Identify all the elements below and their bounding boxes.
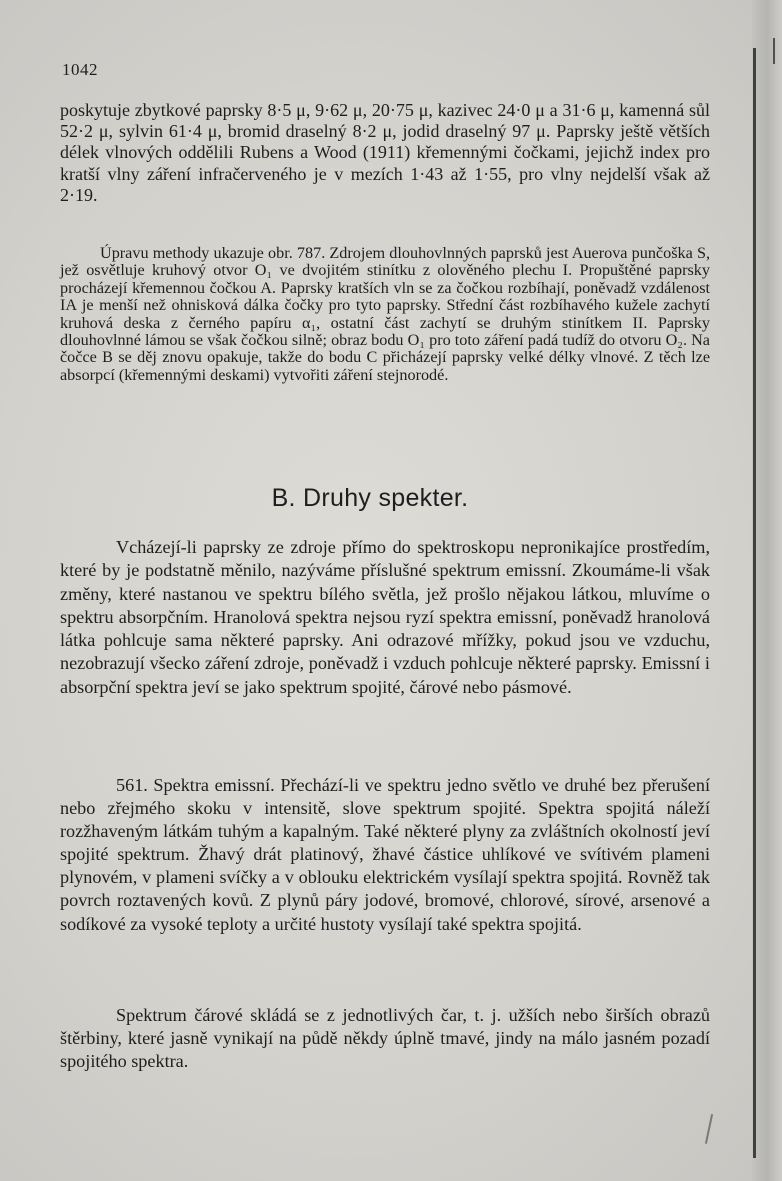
page-number: 1042 xyxy=(62,60,98,79)
page-gutter xyxy=(752,0,782,1181)
paragraph-line-spectrum: Spektrum čárové skládá se z jednotlivých čar, t. j. užších nebo širších obrazů štěrbiny, které jasně vynikají na půdě někdy úplně tmavé, jindy na málo jasném pozadí spojitého spektra. xyxy=(60,1005,710,1071)
paragraph-residual-rays: poskytuje zbytkové paprsky 8·5 μ, 9·62 μ, 20·75 μ, kazivec 24·0 μ a 31·6 μ, kamenná sůl 52·2 μ, sylvin 61·4 μ, bromid draselný 8·2 μ, jodid draselný 97 μ. Paprsky ještě větších délek vlnových oddělili Rubens a Wood (1911) křemennými čočkami, jejichž index pro kratší vlny záření infračerveného je v mezích 1·43 až 1·55, pro vlny nejdelší však až 2·19. xyxy=(60,100,710,205)
paragraph-method-description: Úpravu methody ukazuje obr. 787. Zdrojem dlouhovlnných paprsků jest Auerova punčoška S, jež osvětluje kruhový otvor O₁ ve dvojitém stinítku z olověného plechu I. Propuštěné paprsky procházejí křemennou čočkou A. Paprsky kratších vln se za čočkou rozbíhají, poněvadž vzdálenost IA je menší než ohnisková dálka čočky pro tyto paprsky. Střední část rozbíhavého kužele zachytí kruhová deska z černého papíru α₁, ostatní část zachytí se druhým stinítkem II. Paprsky dlouhovlnné lámou se však čočkou silně; obraz bodu O₁ pro toto záření padá tudíž do otvoru O₂. Na čočce B se děj znovu opakuje, takže do bodu C přicházejí paprsky velké délky vlnové. Z těch lze absorpcí (křemennými deskami) vytvořiti záření stejnorodé. xyxy=(60,244,710,384)
margin-mark xyxy=(705,1114,713,1144)
edge-mark xyxy=(773,38,775,64)
section-heading: B. Druhy spekter. xyxy=(271,484,469,512)
page-edge-line xyxy=(753,48,756,1158)
paragraph-spectra-types: Vcházejí-li paprsky ze zdroje přímo do spektroskopu nepronikajíce prostředím, které by je podstatně měnilo, nazýváme příslušné spektrum emissní. Zkoumáme-li však změny, které nastanou ve spektru bílého světla, jež prošlo nějakou látkou, mluvíme o spektru absorpčním. Hranolová spektra nejsou ryzí spektra emissní, poněvadž hranolová látka pohlcuje sama některé paprsky. Ani odrazové mřížky, pokud jsou ve vzduchu, nezobrazují všecko záření zdroje, poněvadž i vzduch pohlcuje některé paprsky. Emissní i absorpční spektra jeví se jako spektrum spojité, čárové nebo pásmové. xyxy=(60,537,710,697)
paragraph-emission-spectra: 561. Spektra emissní. Přechází-li ve spektru jedno světlo ve druhé bez přerušení nebo zřejmého skoku v intensitě, slove spektrum spojité. Spektra spojitá náleží rozžhaveným látkám tuhým a kapalným. Také některé plyny za zvláštních okolností jeví spojité spektrum. Žhavý drát platinový, žhavé částice uhlíkové ve svítivém plameni plynovém, v plameni svíčky a v oblouku elektrickém vysílají spektra spojitá. Rovněž tak povrch roztavených kovů. Z plynů páry jodové, bromové, chlorové, sírové, arsenové a sodíkové za vysoké teploty a určité hustoty vysílají také spektra spojitá. xyxy=(60,775,710,934)
